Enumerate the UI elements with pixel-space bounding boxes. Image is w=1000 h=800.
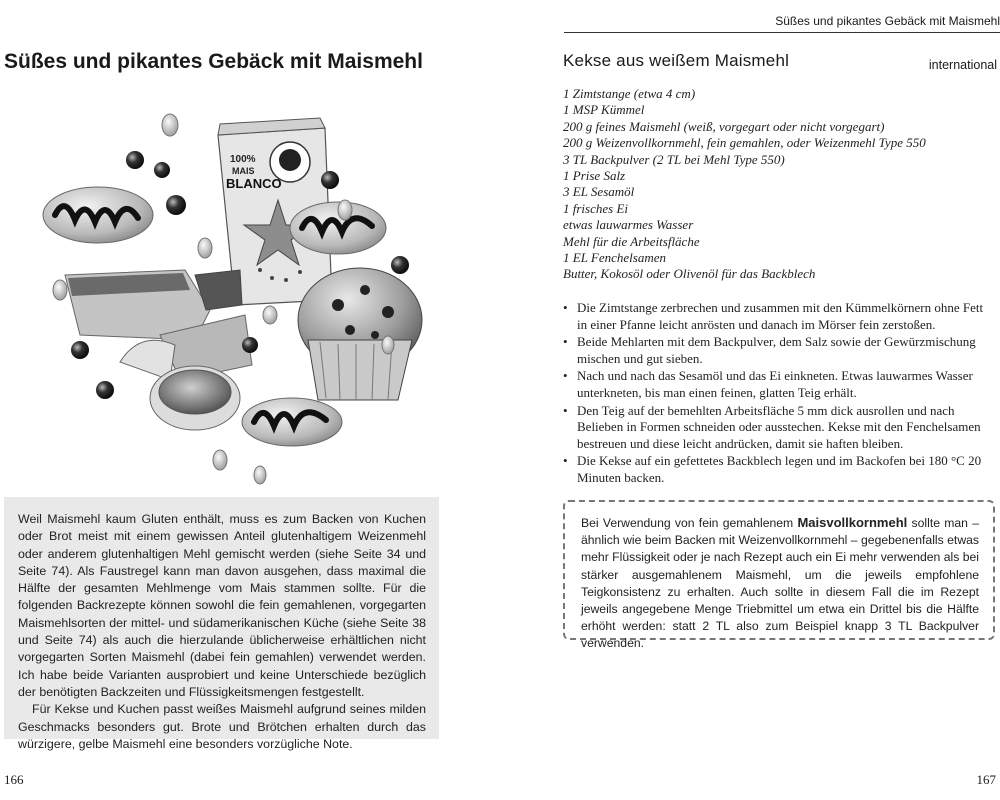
ingredient-item: 200 g feines Maismehl (weiß, vorgegart oder nicht vorgegart) (563, 118, 885, 134)
recipe-title: Kekse aus weißem Maismehl (563, 51, 790, 70)
package-label-2: MAIS (232, 166, 255, 176)
right-page (500, 0, 1000, 800)
package-label-1: 100% (230, 154, 256, 165)
info-paragraph-1: Weil Maismehl kaum Gluten enthält, muss es zum Backen von Kuchen oder Brot meist mit einem gewissen Anteil glutenhaltigem Weizenmehl oder anderem glutenhaltigen Mehl gemischt werden (siehe Seite 34 und Seite 74). Als Faustregel kann man davon ausgehen, dass maximal die Hälfte der gesamten Mehlmenge vom Mais stammen sollte. Für die folgenden Backrezepte können sowohl die fein gemahlenen, vorgegarten Maismehlsorten der mittel- und südamerikanischen Küche (siehe Seite 38 und Seite 74) als auch die hierzulande üblicherweise erhältlichen nicht vorgegarten Sorten Maismehl (dabei fein gemahlen) verwendet werden. Ich habe beide Varianten ausprobiert und keine Unterschiede bezüglich der benötigten Backzeiten und Flüssigkeitsmengen festgestellt. (18, 512, 426, 699)
page-number-left: 166 (4, 772, 24, 787)
tip-text (581, 514, 979, 653)
cookie-bottom (242, 398, 342, 446)
ingredient-item: Mehl für die Arbeitsfläche (563, 233, 700, 249)
ingredient-item: 3 EL Sesamöl (563, 184, 635, 200)
instruction-step: • Die Kekse auf ein gefettetes Backblech legen und im Backofen bei 180 °C 20 Minuten backen. (563, 453, 995, 486)
ingredient-item: 200 g Weizenvollkornmehl, fein gemahlen, oder Weizenmehl Type 550 (563, 135, 926, 151)
tip-box (563, 500, 995, 651)
ingredient-item: Butter, Kokosöl oder Olivenöl für das Backblech (563, 266, 816, 282)
ingredient-item: 1 EL Fenchelsamen (563, 250, 667, 266)
instruction-step: • Beide Mehlarten mit dem Backpulver, dem Salz sowie der Gewürzmischung mischen und gut sieben. (563, 334, 995, 367)
info-paragraph-2: Für Kekse und Kuchen passt weißes Maismehl aufgrund seines milden Geschmacks besonders gut. Brote und Brötchen erhalten durch das würzigere, gelbe Maismehl eine besonders vorzügliche Note. (18, 702, 426, 751)
ingredient-item: 3 TL Backpulver (2 TL bei Mehl Type 550) (563, 151, 785, 167)
blueberry-muffin (298, 268, 422, 400)
tip-keyword: Maisvollkornmehl (797, 515, 908, 530)
package-label-3: BLANCO (226, 176, 282, 191)
info-box (4, 497, 439, 751)
running-head: Süßes und pikantes Gebäck mit Maismehl (564, 10, 1000, 33)
ingredient-list (563, 86, 983, 283)
info-box-text (18, 511, 426, 753)
instruction-step: • Nach und nach das Sesamöl und das Ei einkneten. Etwas lauwarmes Wasser unterkneten, bis man einen feinen, glatten Teig erhält. (563, 368, 995, 401)
ingredient-item: 1 MSP Kümmel (563, 102, 645, 118)
ingredient-item: 1 frisches Ei (563, 200, 628, 216)
tip-text-before: Bei Verwendung von fein gemahlenem (581, 516, 798, 530)
instruction-step: • Den Teig auf der bemehlten Arbeitsfläche 5 mm dick ausrollen und nach Belieben in Formen schneiden oder ausstechen. Kekse mit den Fenchelsamen bestreuen und diese leicht andrücken, damit sie haften bleiben. (563, 403, 995, 453)
ingredient-item: 1 Prise Salz (563, 168, 626, 184)
chapter-title: Süßes und pikantes Gebäck mit Maismehl (4, 50, 423, 73)
page-number-right: 167 (976, 772, 996, 787)
instruction-step: • Die Zimtstange zerbrechen und zusammen mit den Kümmelkörnern ohne Fett in einer Pfanne leicht anrösten und danach im Mörser fein zerstoßen. (563, 300, 995, 333)
tip-text-after: sollte man – ähnlich wie beim Backen mit Weizenvollkornmehl – gegebenenfalls etwas mehr Flüssigkeit oder je nach Rezept auch ein Ei mehr verwenden als bei stärker ausgemahlenem Maismehl, um die jeweils empfohlene Teigkonsistenz zu erhalten. Auch sollte in diesem Fall die im Rezept jeweils angegebene Menge Triebmittel um etwa ein Drittel bis die Hälfte erhöht werden: statt 2 TL also zum Beispiel knapp 3 TL Backpulver verwenden. (581, 516, 979, 651)
cuisine-tag: international (928, 58, 997, 72)
cookie-left (43, 187, 153, 243)
ingredient-item: etwas lauwarmes Wasser (563, 217, 694, 233)
baked-goods-illustration (20, 100, 440, 485)
instruction-list (563, 300, 995, 488)
ingredient-item: 1 Zimtstange (etwa 4 cm) (563, 86, 696, 101)
